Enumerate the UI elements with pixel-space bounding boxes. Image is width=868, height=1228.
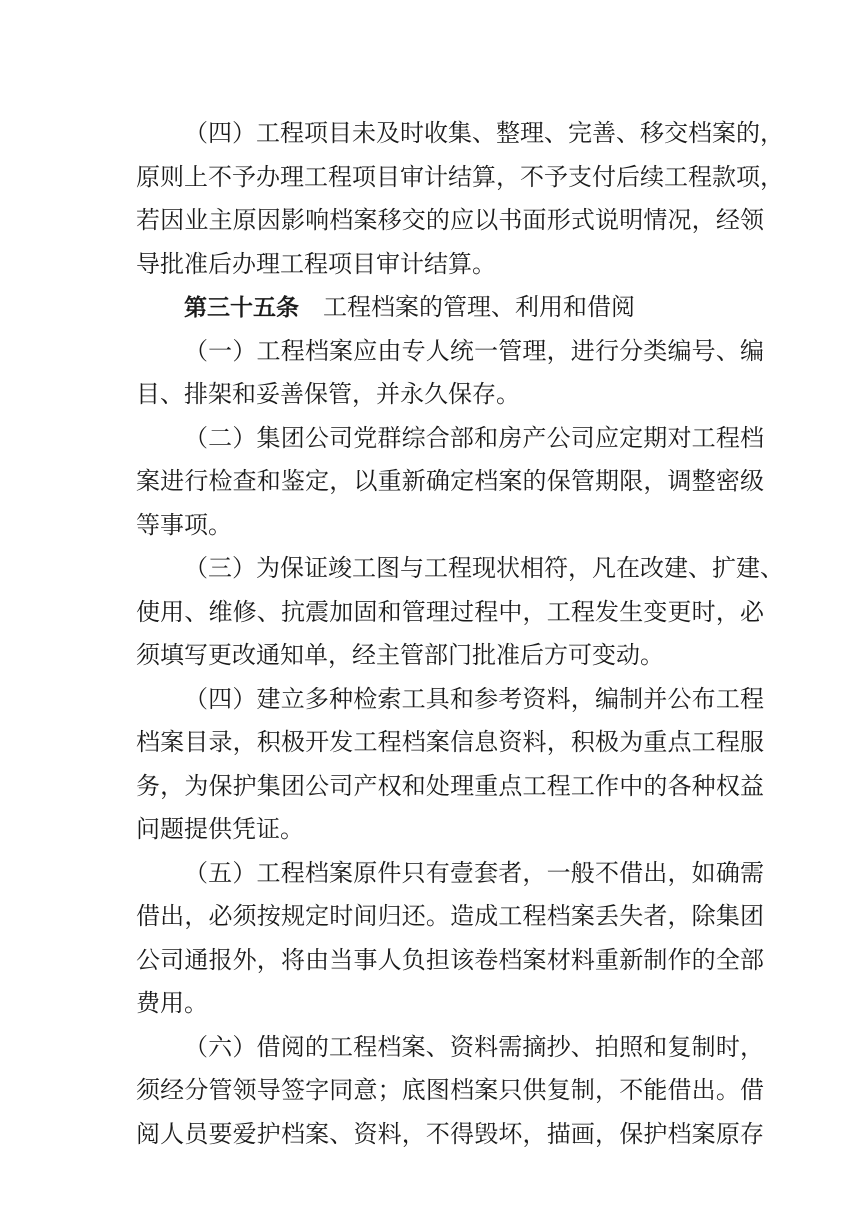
text-line: 案进行检查和鉴定，以重新确定档案的保管期限，调整密级 [136, 467, 764, 495]
text-line: 导批准后办理工程项目审计结算。 [136, 249, 496, 278]
text-line: （四）工程项目未及时收集、整理、完善、移交档案的， [184, 119, 784, 147]
text-line: 须经分管领导签字同意；底图档案只供复制，不能借出。借 [136, 1076, 764, 1104]
text-line: 公司通报外，将由当事人负担该卷档案材料重新制作的全部 [136, 945, 764, 974]
text-line: 务，为保护集团公司产权和处理重点工程工作中的各种权益 [136, 771, 764, 800]
text-line: （六）借阅的工程档案、资料需摘抄、拍照和复制时， [184, 1032, 764, 1061]
text-line: 档案目录，积极开发工程档案信息资料，积极为重点工程服 [136, 728, 764, 756]
text-line: （一）工程档案应由专人统一管理，进行分类编号、编 [184, 336, 764, 365]
paragraph-item-3 [136, 547, 784, 678]
paragraph-item-4-settlement [136, 112, 784, 286]
text-line: 借出，必须按规定时间归还。造成工程档案丢失者，除集团 [136, 902, 764, 930]
text-line: 若因业主原因影响档案移交的应以书面形式说明情况，经领 [136, 206, 764, 234]
article-title: 工程档案的管理、利用和借阅 [323, 293, 635, 321]
text-line: 须填写更改通知单，经主管部门批准后方可变动。 [136, 641, 664, 669]
text-line: 使用、维修、抗震加固和管理过程中，工程发生变更时，必 [136, 597, 764, 626]
text-line: 问题提供凭证。 [136, 815, 304, 843]
text-line: 等事项。 [136, 510, 232, 539]
text-line: （三）为保证竣工图与工程现状相符，凡在改建、扩建、 [184, 554, 784, 582]
paragraph-item-6 [136, 1026, 764, 1157]
text-line: 费用。 [136, 989, 208, 1017]
paragraph-item-1 [136, 330, 764, 417]
paragraph-item-2 [136, 417, 764, 548]
document-body [136, 112, 784, 1156]
text-line: 目、排架和妥善保管，并永久保存。 [136, 380, 520, 408]
paragraph-item-4 [136, 678, 764, 852]
text-line: （四）建立多种检索工具和参考资料，编制并公布工程 [184, 684, 764, 713]
text-line: （五）工程档案原件只有壹套者，一般不借出，如确需 [184, 858, 764, 887]
article-heading [136, 286, 764, 330]
text-line: 阅人员要爱护档案、资料，不得毁坏，描画，保护档案原存 [136, 1119, 764, 1148]
paragraph-item-5 [136, 852, 764, 1026]
text-line: 原则上不予办理工程项目审计结算，不予支付后续工程款项， [136, 162, 784, 191]
text-line: （二）集团公司党群综合部和房产公司应定期对工程档 [184, 423, 764, 452]
article-number: 第三十五条 [184, 295, 299, 321]
